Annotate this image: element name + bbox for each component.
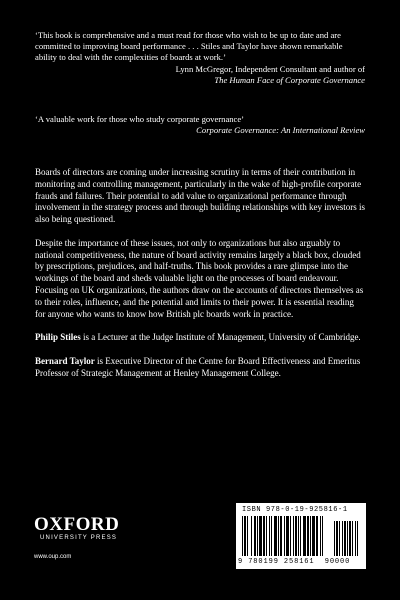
publisher-imprint [34, 516, 119, 560]
barcode-price-code: 90000 [324, 558, 351, 566]
author-2-bio: is Executive Director of the Centre for Board Effectiveness and Emeritus Professor of Strategic Management at Henley Management College. [35, 355, 361, 378]
isbn-barcode [236, 503, 366, 569]
author-bio-2 [35, 356, 365, 380]
author-1-name: Philip Stiles [35, 332, 81, 343]
quote-2-source: Corporate Governance: An International Review [196, 125, 365, 136]
quote-1-book-title: The Human Face of Corporate Governance [214, 74, 365, 85]
author-1-bio: is a Lecturer at the Judge Institute of Management, University of Cambridge. [80, 332, 361, 343]
publisher-logo: OXFORD [34, 514, 120, 535]
quote-1-text: ‘This book is comprehensive and a must read for those who wish to be up to date and are committed to improving board performance . . . Stiles and Taylor have shown remarkable ability to deal with the complexities of boards at work.’ [35, 30, 343, 63]
review-quote-2 [35, 114, 365, 136]
publisher-press: UNIVERSITY PRESS [40, 535, 118, 541]
isbn-number: ISBN 978-0-19-925816-1 [242, 506, 348, 514]
quote-1-attribution [35, 64, 365, 86]
blurb-paragraph-1: Boards of directors are coming under increasing scrutiny in terms of their contribution in monitoring and controlling management, particularly in the wake of high-profile corporate frauds and failures. Their potential to add value to organizational performance through involvement in the strategy process and through building relationships with key investors is also being questioned. [35, 167, 365, 225]
quote-2-text: ‘A valuable work for those who study corporate governance’ [35, 114, 245, 124]
blurb-paragraph-2: Despite the importance of these issues, not only to organizations but also arguably to national competitiveness, the nature of board activity remains largely a black box, clouded by prescriptions, prejudices, and half-truths. This book provides a rare glimpse into the workings of the board and sheds valuable light on the processes of board endeavour. Focusing on UK organizations, the authors draw on the accounts of directors themselves as to their roles, influence, and the potential and limits to their power. It is essential reading for anyone who wants to know how British plc boards work in practice. [35, 237, 364, 319]
blurb [35, 167, 365, 391]
publisher-url: www.oup.com [34, 554, 72, 560]
author-bio-1 [35, 332, 365, 344]
barcode-main-digits: 9 780199 258161 [238, 558, 315, 566]
barcode-digits [238, 558, 350, 566]
quote-1-author: Lynn McGregor, Independent Consultant and author of [175, 63, 365, 74]
barcode-bars [242, 516, 360, 558]
review-quote-1 [35, 30, 365, 86]
author-2-name: Bernard Taylor [35, 355, 95, 366]
